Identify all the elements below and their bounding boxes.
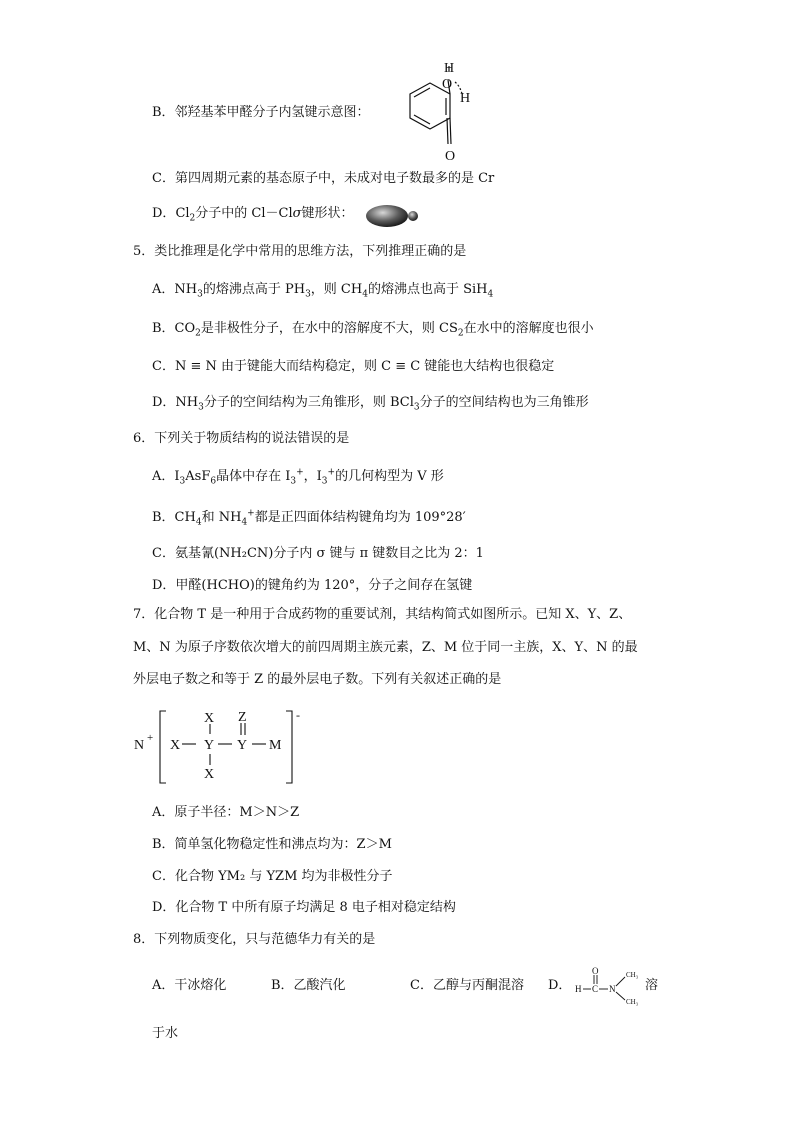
dmf-h: H bbox=[575, 984, 582, 994]
q6-option-b bbox=[152, 509, 466, 527]
q6-b-sup2: + bbox=[247, 508, 255, 519]
q8-option-a: A．干冰熔化 bbox=[152, 978, 227, 993]
q5-b-t2: 是非极性分子，在水中的溶解度不大，则 CS bbox=[200, 321, 458, 336]
q5-option-a bbox=[152, 281, 493, 299]
q6-a-t5: 的几何构型为 V 形 bbox=[335, 469, 444, 484]
q4-option-b bbox=[152, 104, 370, 122]
q8-stem: 8．下列物质变化，只与范德华力有关的是 bbox=[133, 932, 376, 947]
q8-option-d-prefix: D． bbox=[548, 978, 572, 993]
q6-a-sub4: 3 bbox=[321, 476, 328, 487]
q5-b-s1: 2 bbox=[195, 328, 201, 339]
mol-o-carbonyl: O bbox=[445, 149, 456, 164]
q7-option-b: B．简单氢化物稳定性和沸点均为：Z＞M bbox=[152, 837, 392, 852]
salicylaldehyde-structure bbox=[380, 58, 490, 168]
dmf-o: O bbox=[592, 966, 599, 976]
q5-a-s3: 4 bbox=[362, 289, 368, 300]
q7-stem-line-3: 外层电子数之和等于 Z 的最外层电子数。下列有关叙述正确的是 bbox=[133, 672, 502, 687]
q4-d-mid: 分子中的 Cl－Cl bbox=[195, 206, 293, 221]
q6-b-t2: 和 NH bbox=[201, 510, 242, 525]
q4-d-suffix: 键形状： bbox=[301, 206, 354, 221]
q5-a-t2: 的熔沸点高于 PH bbox=[202, 282, 306, 297]
q5-a-t1: A．NH bbox=[152, 282, 198, 297]
q4-option-b-text: B．邻羟基苯甲醛分子内氢键示意图： bbox=[152, 105, 370, 120]
q6-a-t1: A．I bbox=[152, 469, 180, 484]
q4-d-prefix: D． bbox=[152, 206, 176, 221]
q5-b-s2: 2 bbox=[457, 328, 464, 339]
t-x-bottom: X bbox=[204, 767, 215, 782]
mol-h-bond: H bbox=[460, 91, 471, 106]
t-x-top: X bbox=[204, 711, 215, 726]
q6-a-sup3: + bbox=[296, 467, 304, 478]
t-y-1: Y bbox=[204, 738, 215, 753]
q5-a-t3: ，则 CH bbox=[310, 282, 363, 297]
q5-option-b bbox=[152, 320, 594, 338]
q4-option-d bbox=[152, 205, 354, 223]
dmf-ch3-top: CH₃ bbox=[626, 971, 639, 979]
q6-a-s1: 3 bbox=[179, 476, 186, 487]
t-cation-n: N bbox=[134, 738, 145, 753]
t-m: M bbox=[269, 738, 282, 753]
q5-d-t3: 分子的空间结构也为三角锥形 bbox=[419, 395, 589, 410]
q4-option-c: C．第四周期元素的基态原子中，未成对电子数最多的是 Cr bbox=[152, 171, 495, 186]
dmf-c: C bbox=[592, 984, 599, 994]
q6-a-sub3: 3 bbox=[290, 476, 297, 487]
q6-a-s2: 6 bbox=[210, 476, 217, 487]
q6-a-t2: AsF bbox=[185, 469, 211, 484]
q5-d-t2: 分子的空间结构为三角锥形，则 BCl bbox=[203, 395, 414, 410]
t-anion-charge: - bbox=[296, 708, 300, 722]
dmf-ch3-bottom: CH₃ bbox=[626, 998, 639, 1006]
q5-a-s1: 3 bbox=[197, 289, 203, 300]
q7-stem-line-1: 7．化合物 T 是一种用于合成药物的重要试剂，其结构简式如图所示。已知 X、Y、Z、 bbox=[133, 607, 632, 622]
q4-d-sub: 2 bbox=[189, 213, 196, 224]
mol-o-hydroxy: O bbox=[442, 77, 453, 92]
q5-d-t1: D．NH bbox=[152, 395, 199, 410]
q5-option-c: C．N ≡ N 由于键能大而结构稳定，则 C ≡ C 键能也大结构也很稳定 bbox=[152, 359, 555, 374]
q7-stem-line-2: M、N 为原子序数依次增大的前四周期主族元素，Z、M 位于同一主族，X、Y、N 的最 bbox=[133, 640, 638, 655]
q7-option-d: D．化合物 T 中所有原子均满足 8 电子相对稳定结构 bbox=[152, 900, 456, 915]
q5-option-d bbox=[152, 394, 589, 412]
q5-stem: 5．类比推理是化学中常用的思维方法，下列推理正确的是 bbox=[133, 244, 467, 259]
q8-option-c: C．乙醇与丙酮混溶 bbox=[410, 978, 524, 993]
q6-b-sub2: 4 bbox=[241, 517, 248, 528]
q8-option-d-suffix: 溶 bbox=[645, 978, 659, 993]
t-cation-charge: + bbox=[147, 732, 154, 744]
t-y-2: Y bbox=[237, 738, 248, 753]
q4-d-sigma: σ bbox=[292, 206, 302, 221]
q6-stem: 6．下列关于物质结构的说法错误的是 bbox=[133, 431, 350, 446]
q5-a-s2: 3 bbox=[305, 289, 311, 300]
dmf-n: N bbox=[609, 984, 616, 994]
q6-option-d: D．甲醛(HCHO)的键角约为 120°，分子之间存在氢键 bbox=[152, 578, 473, 593]
q5-a-s4: 4 bbox=[487, 289, 494, 300]
q6-b-t1: B．CH bbox=[152, 510, 196, 525]
q6-option-c: C．氨基氰(NH₂CN)分子内 σ 键与 π 键数目之比为 2：1 bbox=[152, 546, 484, 561]
q5-b-t1: B．CO bbox=[152, 321, 196, 336]
q6-option-a bbox=[152, 468, 444, 486]
q4-d-cl: Cl bbox=[175, 206, 190, 221]
q6-a-sup4: + bbox=[327, 467, 336, 478]
q6-a-t3: 晶体中存在 I bbox=[216, 469, 291, 484]
compound-t-structure bbox=[128, 707, 318, 787]
dmf-structure bbox=[574, 966, 646, 1006]
q7-option-a: A．原子半径：M＞N＞Z bbox=[152, 805, 300, 820]
q6-b-t3: 都是正四面体结构键角均为 109°28′ bbox=[254, 510, 466, 525]
q6-a-t4: ，I bbox=[303, 469, 322, 484]
q8-option-b: B．乙酸汽化 bbox=[271, 978, 346, 993]
t-z-top: Z bbox=[238, 710, 247, 725]
q5-d-s1: 3 bbox=[198, 402, 204, 413]
q5-d-s2: 3 bbox=[413, 402, 420, 413]
sigma-bond-shape-icon bbox=[363, 201, 423, 231]
q5-a-t4: 的熔沸点也高于 SiH bbox=[367, 282, 488, 297]
mol-h-top: H bbox=[444, 61, 455, 76]
q6-b-s1: 4 bbox=[195, 517, 202, 528]
q7-option-c: C．化合物 YM₂ 与 YZM 均为非极性分子 bbox=[152, 869, 393, 884]
t-x-left: X bbox=[170, 738, 181, 753]
q5-b-t3: 在水中的溶解度也很小 bbox=[463, 321, 594, 336]
q8-option-d-suffix-2: 于水 bbox=[152, 1026, 179, 1041]
